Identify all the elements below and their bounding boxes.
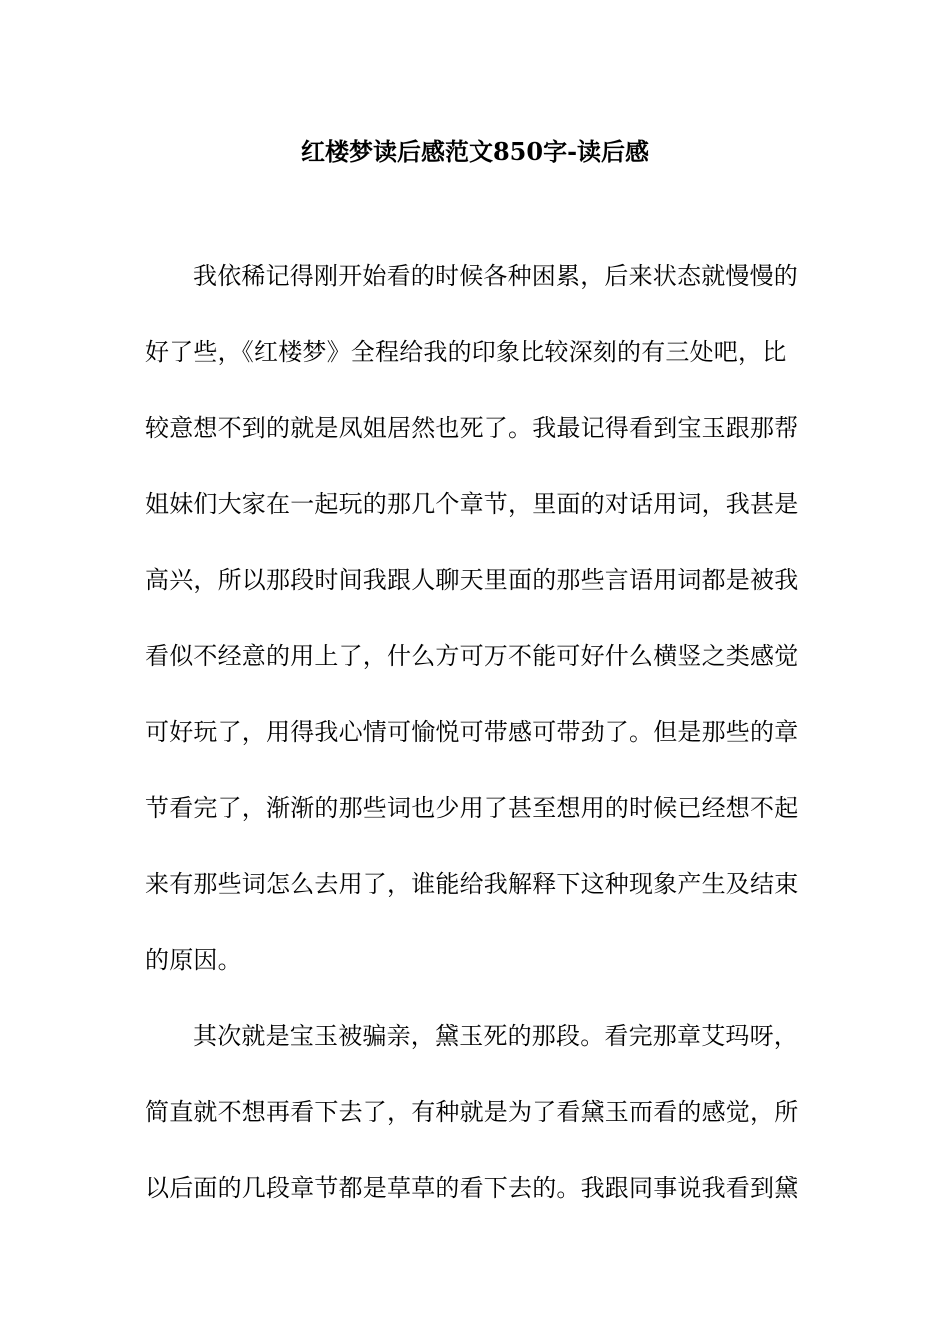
text-line: 可好玩了，用得我心情可愉悦可带感可带劲了。但是那些的章 (145, 718, 799, 746)
text-line: 我依稀记得刚开始看的时候各种困累，后来状态就慢慢的 (193, 262, 798, 290)
document-title: 红楼梦读后感范文850字-读后感 (300, 137, 650, 166)
text-line: 来有那些词怎么去用了，谁能给我解释下这种现象产生及结束 (145, 870, 799, 898)
text-line: 姐妹们大家在一起玩的那几个章节，里面的对话用词，我甚是 (145, 490, 799, 518)
text-line: 其次就是宝玉被骗亲，黛玉死的那段。看完那章艾玛呀， (193, 1022, 798, 1050)
text-line: 较意想不到的就是凤姐居然也死了。我最记得看到宝玉跟那帮 (145, 414, 799, 442)
document-body (145, 253, 805, 1241)
text-line: 好了些，《红楼梦》全程给我的印象比较深刻的有三处吧，比 (145, 338, 787, 366)
text-line: 以后面的几段章节都是草草的看下去的。我跟同事说我看到黛 (145, 1174, 799, 1202)
text-line: 的原因。 (145, 946, 242, 974)
text-line: 简直就不想再看下去了，有种就是为了看黛玉而看的感觉，所 (145, 1098, 799, 1126)
text-line: 高兴，所以那段时间我跟人聊天里面的那些言语用词都是被我 (145, 566, 799, 594)
text-line: 看似不经意的用上了，什么方可万不能可好什么横竖之类感觉 (145, 642, 799, 670)
text-line: 节看完了，渐渐的那些词也少用了甚至想用的时候已经想不起 (145, 794, 799, 822)
